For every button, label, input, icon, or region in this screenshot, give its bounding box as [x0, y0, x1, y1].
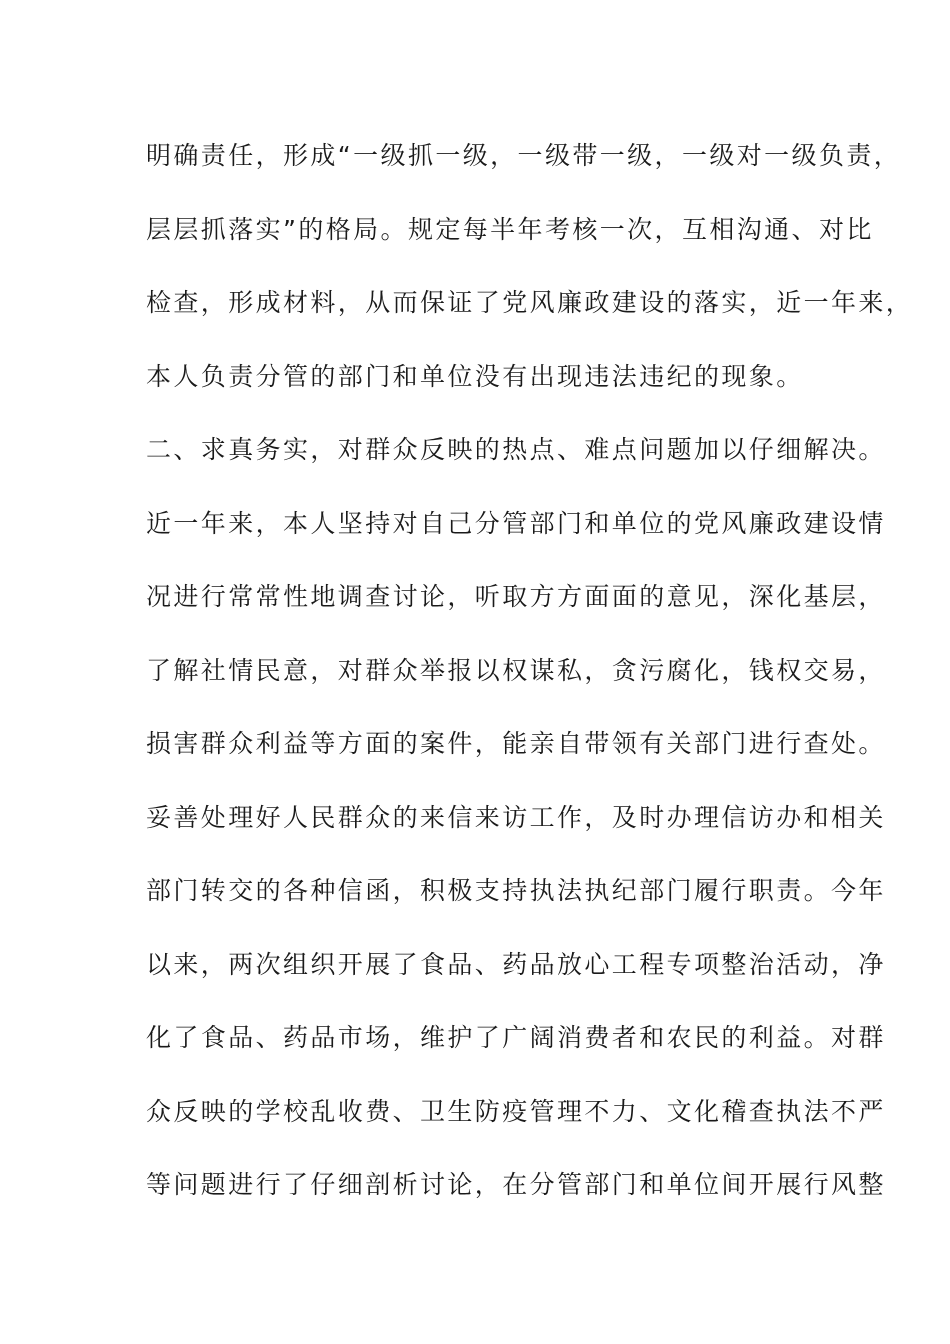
document-body	[146, 136, 914, 1239]
text-line: 妥善处理好人民群众的来信来访工作，及时办理信访办和相关	[146, 802, 886, 832]
text-line: 部门转交的各种信函，积极支持执法执纪部门履行职责。今年	[146, 876, 886, 905]
text-line: 况进行常常性地调查讨论，听取方方面面的意见，深化基层，	[146, 582, 886, 611]
text-line: 损害群众利益等方面的案件，能亲自带领有关部门进行查处。	[146, 729, 886, 758]
text-line: 了解社情民意，对群众举报以权谋私，贪污腐化，钱权交易，	[146, 655, 886, 685]
text-line: 近一年来，本人坚持对自己分管部门和单位的党风廉政建设情	[146, 508, 886, 538]
text-line: 本人负责分管的部门和单位没有出现违法违纪的现象。	[146, 361, 804, 391]
text-line: 众反映的学校乱收费、卫生防疫管理不力、文化稽查执法不严	[146, 1096, 886, 1126]
text-line: 化了食品、药品市场，维护了广阔消费者和农民的利益。对群	[146, 1023, 886, 1052]
text-line: 层层抓落实”的格局。规定每半年考核一次，互相沟通、对比	[146, 214, 874, 244]
text-line: 检查，形成材料，从而保证了党风廉政建设的落实，近一年来，	[146, 288, 914, 317]
section-heading: 二、求真务实，对群众反映的热点、难点问题加以仔细解决。	[146, 435, 886, 464]
text-line: 以来，两次组织开展了食品、药品放心工程专项整治活动，净	[146, 949, 886, 979]
text-line: 明确责任，形成“一级抓一级，一级带一级，一级对一级负责，	[146, 141, 902, 170]
text-line: 等问题进行了仔细剖析讨论，在分管部门和单位间开展行风整	[146, 1170, 886, 1199]
